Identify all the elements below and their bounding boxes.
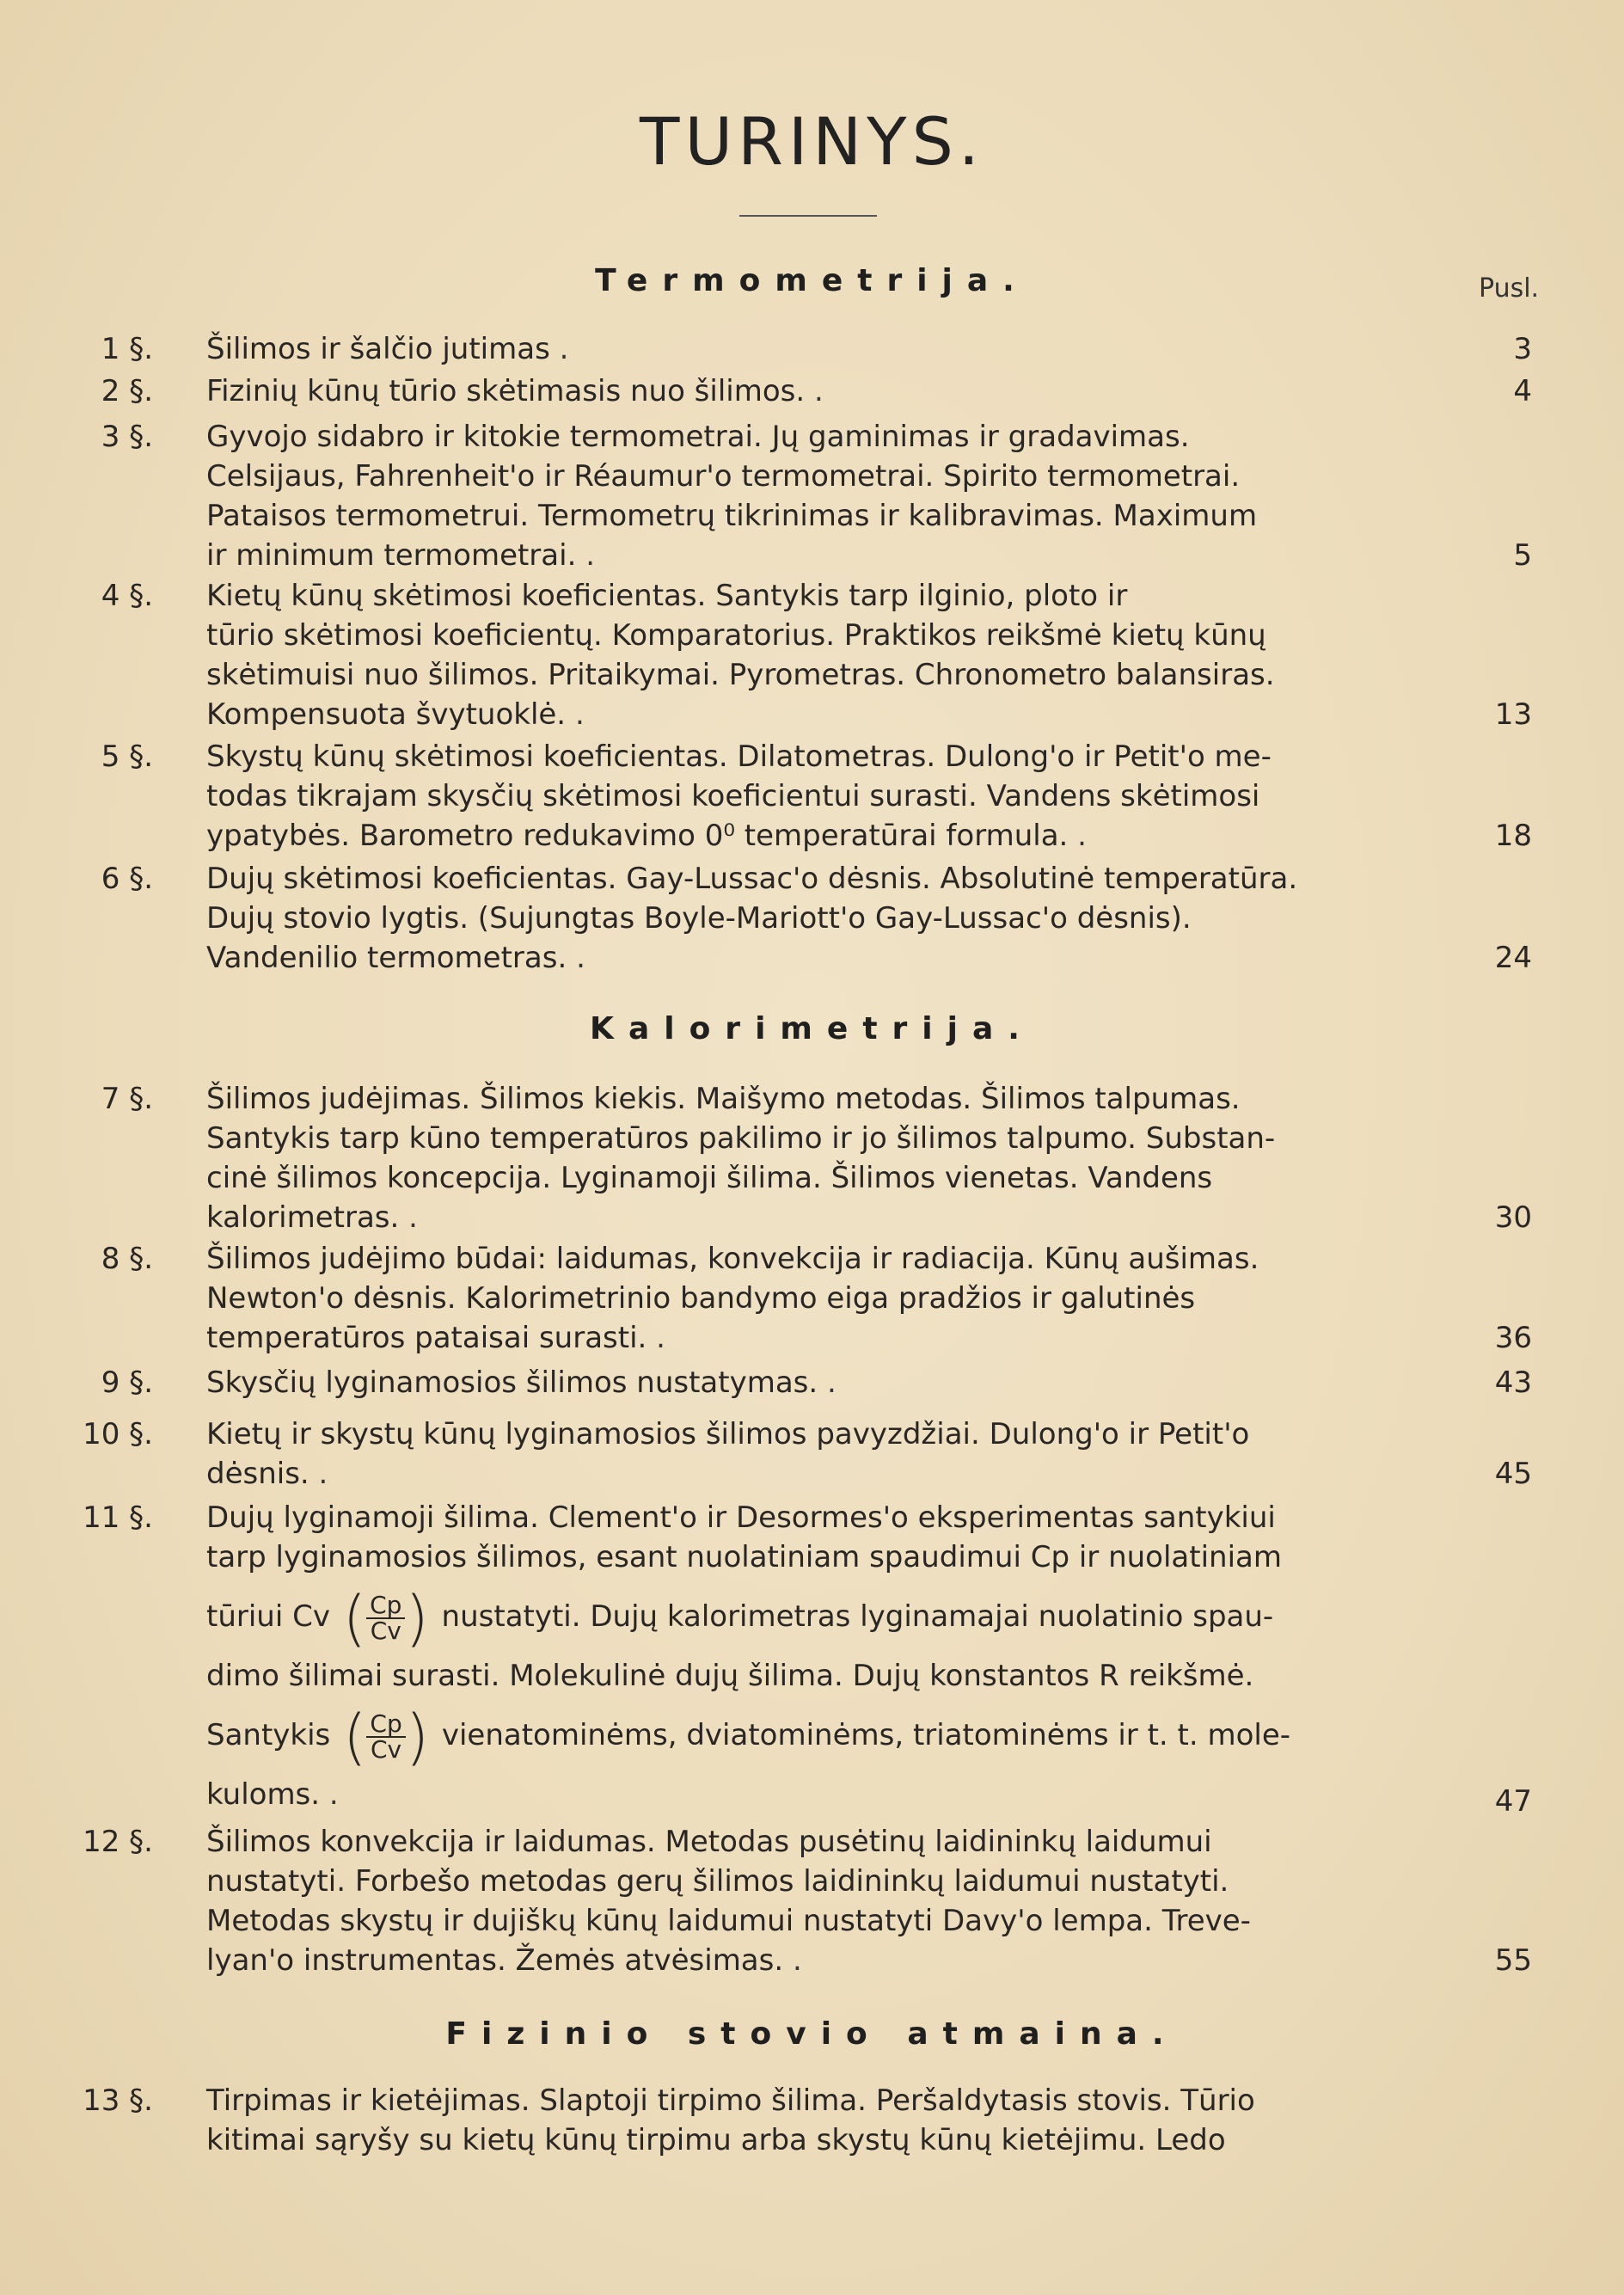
- entry-line: Santykis ( $\frac{Cp}{Cv}$ ) vienatominėms, dviatominėms, triatominėms ir t. t. mole-: [206, 1701, 1291, 1772]
- page-column-label: Pusl.: [1479, 273, 1540, 304]
- entry-number: 9 §.: [101, 1365, 153, 1400]
- entry-number: 8 §.: [101, 1242, 153, 1276]
- entry-line: Metodas skystų ir dujiškų kūnų laidumui nustatyti Davy'o lempa. Treve-: [206, 1904, 1251, 1938]
- entry-page: 30: [1494, 1200, 1532, 1235]
- entry-number: 11 §.: [83, 1500, 153, 1535]
- entry-line: lyan'o instrumentas. Žemės atvėsimas. .: [206, 1943, 831, 1978]
- entry-line: Tirpimas ir kietėjimas. Slaptoji tirpimo šilima. Peršaldytasis stovis. Tūrio: [206, 2083, 1255, 2118]
- entry-page: 18: [1494, 819, 1532, 853]
- entry-number: 10 §.: [83, 1417, 153, 1451]
- entry-line: kalorimetras. .: [206, 1200, 447, 1235]
- entry-line: skėtimuisi nuo šilimos. Pritaikymai. Pyrometras. Chronometro balansiras.: [206, 658, 1275, 692]
- section-heading-termometrija: Termometrija.: [595, 263, 1029, 298]
- entry-page: 4: [1513, 374, 1532, 408]
- entry-line: Gyvojo sidabro ir kitokie termometrai. Jų gaminimas ir gradavimas.: [206, 420, 1190, 454]
- entry-line: Skysčių lyginamosios šilimos nustatymas. .: [206, 1365, 866, 1400]
- entry-page: 47: [1494, 1784, 1532, 1819]
- entry-number: 12 §.: [83, 1825, 153, 1859]
- entry-line: Dujų skėtimosi koeficientas. Gay-Lussac'o dėsnis. Absolutinė temperatūra.: [206, 862, 1298, 896]
- fraction-cp-cv: ( $\frac{Cp}{Cv}$ ): [343, 1701, 430, 1772]
- entry-page: 24: [1494, 941, 1532, 975]
- entry-number: 3 §.: [101, 420, 153, 454]
- entry-line: Santykis tarp kūno temperatūros pakilimo ir jo šilimos talpumo. Substan-: [206, 1121, 1276, 1156]
- fraction-cp-cv: ( $\frac{Cp}{Cv}$ ): [342, 1582, 429, 1654]
- entry-line: dėsnis. .: [206, 1457, 358, 1491]
- entry-line: Vandenilio termometras. .: [206, 941, 615, 975]
- entry-number: 1 §.: [101, 332, 153, 366]
- entry-line: Skystų kūnų skėtimosi koeficientas. Dilatometras. Dulong'o ir Petit'o me-: [206, 739, 1272, 774]
- entry-line: Pataisos termometrui. Termometrų tikrinimas ir kalibravimas. Maximum: [206, 499, 1258, 533]
- entry-line: Celsijaus, Fahrenheit'o ir Réaumur'o termometrai. Spirito termometrai.: [206, 459, 1241, 494]
- entry-number: 2 §.: [101, 374, 153, 408]
- entry-line: Kompensuota švytuoklė. .: [206, 697, 614, 732]
- entry-line: nustatyti. Forbešo metodas gerų šilimos laidininkų laidumui nustatyti.: [206, 1864, 1229, 1899]
- entry-line: todas tikrajam skysčių skėtimosi koeficientui surasti. Vandens skėtimosi: [206, 779, 1260, 813]
- entry-page: 3: [1513, 332, 1532, 366]
- entry-page: 45: [1494, 1457, 1532, 1491]
- entry-line: tarp lyginamosios šilimos, esant nuolatiniam spaudimui Cp ir nuolatiniam: [206, 1540, 1282, 1574]
- entry-line: Šilimos judėjimas. Šilimos kiekis. Maišymo metodas. Šilimos talpumas.: [206, 1082, 1241, 1116]
- entry-line: Fizinių kūnų tūrio skėtimasis nuo šilimos. .: [206, 374, 853, 408]
- entry-page: 55: [1494, 1943, 1532, 1978]
- entry-line: Šilimos konvekcija ir laidumas. Metodas pusėtinų laidininkų laidumui: [206, 1825, 1212, 1859]
- entry-line: Kietų kūnų skėtimosi koeficientas. Santykis tarp ilginio, ploto ir: [206, 579, 1128, 613]
- section-heading-kalorimetrija: Kalorimetrija.: [590, 1011, 1034, 1046]
- entry-line: Kietų ir skystų kūnų lyginamosios šilimos pavyzdžiai. Dulong'o ir Petit'o: [206, 1417, 1250, 1451]
- entry-line: temperatūros pataisai surasti. .: [206, 1321, 695, 1355]
- entry-line: Newton'o dėsnis. Kalorimetrinio bandymo eiga pradžios ir galutinės: [206, 1281, 1196, 1316]
- entry-line: tūriui Cv ( $\frac{Cp}{Cv}$ ) nustatyti. Dujų kalorimetras lyginamajai nuolatinio spau-: [206, 1582, 1274, 1654]
- entry-number: 5 §.: [101, 739, 153, 774]
- entry-line: dimo šilimai surasti. Molekulinė dujų šilima. Dujų konstantos R reikšmė.: [206, 1659, 1254, 1693]
- entry-line: cinė šilimos koncepcija. Lyginamoji šilima. Šilimos vienetas. Vandens: [206, 1161, 1213, 1195]
- entry-line: ypatybės. Barometro redukavimo 0⁰ temperatūrai formula. .: [206, 819, 1112, 853]
- section-heading-fizinio-stovio: Fizinio stovio atmaina.: [445, 2016, 1179, 2052]
- entry-page: 13: [1494, 697, 1532, 732]
- entry-line: Šilimos judėjimo būdai: laidumas, konvekcija ir radiacija. Kūnų aušimas.: [206, 1242, 1259, 1276]
- title-divider: [739, 215, 877, 217]
- entry-line: ir minimum termometrai. .: [206, 538, 625, 573]
- entry-line: tūrio skėtimosi koeficientų. Komparatorius. Praktikos reikšmė kietų kūnų: [206, 618, 1266, 653]
- entry-number: 6 §.: [101, 862, 153, 896]
- entry-line: Šilimos ir šalčio jutimas .: [206, 332, 598, 366]
- entry-number: 13 §.: [83, 2083, 153, 2118]
- page-title: TURINYS.: [640, 103, 984, 180]
- entry-page: 36: [1494, 1321, 1532, 1355]
- entry-line: Dujų stovio lygtis. (Sujungtas Boyle-Mariott'o Gay-Lussac'o dėsnis).: [206, 901, 1192, 936]
- entry-line: Dujų lyginamoji šilima. Clement'o ir Desormes'o eksperimentas santykiui: [206, 1500, 1276, 1535]
- entry-number: 4 §.: [101, 579, 153, 613]
- entry-page: 43: [1494, 1365, 1532, 1400]
- entry-page: 5: [1513, 538, 1532, 573]
- entry-line: kitimai sąryšy su kietų kūnų tirpimu arba skystų kūnų kietėjimu. Ledo: [206, 2123, 1226, 2157]
- entry-line: kuloms. .: [206, 1777, 368, 1812]
- entry-number: 7 §.: [101, 1082, 153, 1116]
